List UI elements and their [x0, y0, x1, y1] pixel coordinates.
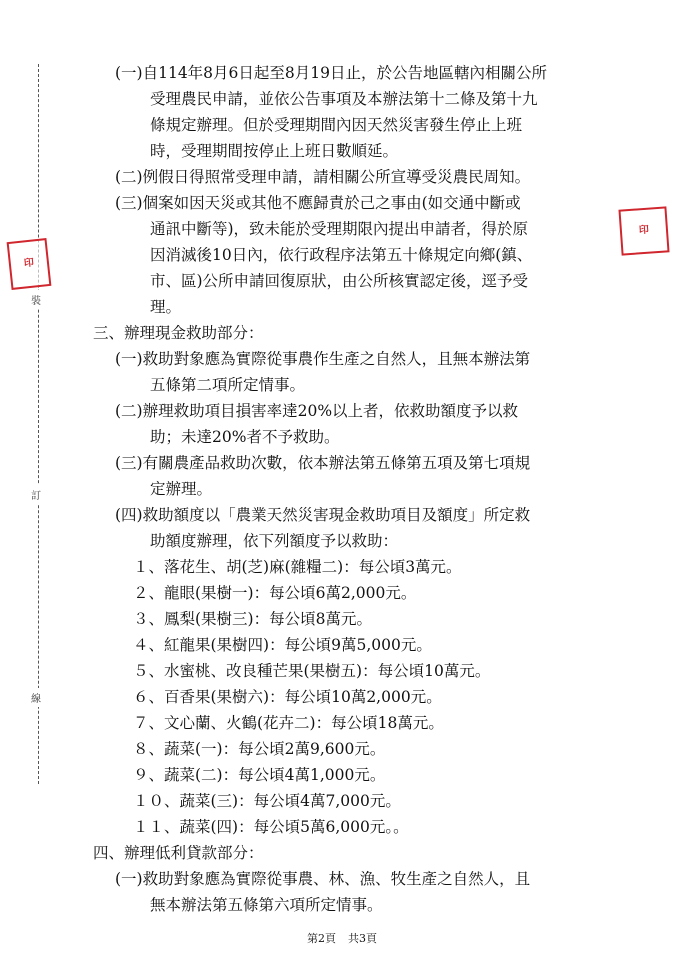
doc-line: (四)救助額度以「農業天然災害現金救助項目及額度」所定救	[115, 506, 531, 524]
doc-line: 受理農民申請，並依公告事項及本辦法第十二條及第十九	[150, 90, 538, 108]
subsidy-item: ６、百香果(果樹六)：每公頃10萬2,000元。	[133, 688, 442, 706]
doc-line: 助額度辦理，依下列額度予以救助：	[150, 532, 399, 550]
doc-line: 通訊中斷等)，致未能於受理期限內提出申請者，得於原	[150, 220, 529, 238]
subsidy-item: ３、鳳梨(果樹三)：每公頃8萬元。	[133, 610, 372, 628]
doc-line: 條規定辦理。但於受理期間內因天然災害發生停止上班	[150, 116, 523, 134]
binding-mark-xian: 線	[31, 688, 41, 707]
subsidy-item: １１、蔬菜(四)：每公頃5萬6,000元。。	[133, 818, 409, 836]
doc-line: 時，受理期間按停止上班日數順延。	[150, 142, 399, 160]
doc-line: 市、區)公所申請回復原狀，由公所核實認定後，逕予受	[150, 272, 529, 290]
subsidy-item: ５、水蜜桃、改良種芒果(果樹五)：每公頃10萬元。	[133, 662, 491, 680]
subsidy-item: ２、龍眼(果樹一)：每公頃6萬2,000元。	[133, 584, 417, 602]
binding-mark-ding: 訂	[31, 485, 41, 504]
section-heading: 三、辦理現金救助部分：	[93, 324, 264, 342]
doc-line: (二)辦理救助項目損害率達20%以上者，依救助額度予以救	[115, 402, 519, 420]
page-number: 第2頁	[307, 932, 336, 945]
doc-line: (二)例假日得照常受理申請，請相關公所宣導受災農民周知。	[115, 168, 531, 186]
page-total: 共3頁	[348, 932, 377, 945]
subsidy-item: ７、文心蘭、火鶴(花卉二)：每公頃18萬元。	[133, 714, 444, 732]
subsidy-item: １０、蔬菜(三)：每公頃4萬7,000元。	[133, 792, 401, 810]
doc-line: 因消滅後10日內，依行政程序法第五十條規定向鄉(鎮、	[150, 246, 533, 264]
doc-line: 助；未達20%者不予救助。	[150, 428, 340, 446]
doc-line: (三)個案如因天災或其他不應歸責於己之事由(如交通中斷或	[115, 194, 521, 212]
doc-line: 五條第二項所定情事。	[150, 376, 306, 394]
doc-line: 理。	[150, 298, 182, 316]
red-seal-stamp-right: 印	[618, 206, 669, 255]
doc-line: (一)救助對象應為實際從事農、林、漁、牧生產之自然人，且	[115, 870, 531, 888]
binding-mark-zhuang: 裝	[31, 290, 41, 309]
doc-line: 定辦理。	[150, 480, 213, 498]
doc-line: (一)自114年8月6日起至8月19日止，於公告地區轄內相關公所	[115, 64, 547, 82]
subsidy-item: ４、紅龍果(果樹四)：每公頃9萬5,000元。	[133, 636, 432, 654]
doc-line: 無本辦法第五條第六項所定情事。	[150, 896, 383, 914]
red-seal-stamp-left: 印	[7, 238, 52, 290]
section-heading: 四、辦理低利貸款部分：	[93, 844, 264, 862]
subsidy-item: ８、蔬菜(一)：每公頃2萬9,600元。	[133, 740, 386, 758]
doc-line: (一)救助對象應為實際從事農作生產之自然人，且無本辦法第	[115, 350, 531, 368]
binding-dashed-line	[38, 64, 39, 784]
subsidy-item: １、落花生、胡(芝)麻(雜糧二)：每公頃3萬元。	[133, 558, 462, 576]
page-footer	[0, 930, 684, 946]
doc-line: (三)有關農產品救助次數，依本辦法第五條第五項及第七項規	[115, 454, 531, 472]
subsidy-item: ９、蔬菜(二)：每公頃4萬1,000元。	[133, 766, 386, 784]
